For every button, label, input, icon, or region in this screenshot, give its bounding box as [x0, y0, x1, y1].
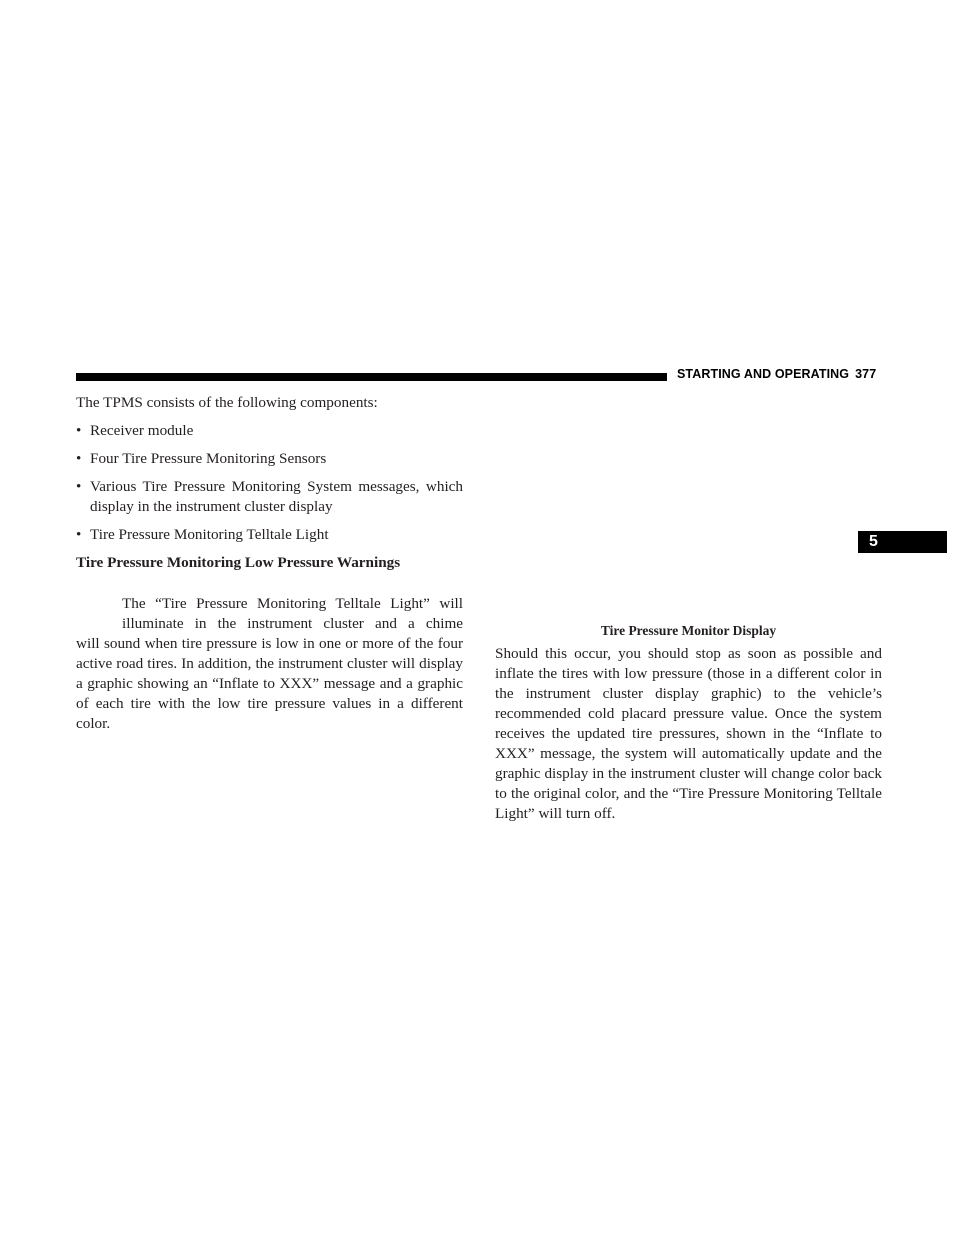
instruction-paragraph: Should this occur, you should stop as soon as possible and inflate the tires with low pressure (those in a different color in the instrument cluster display graphic) to the vehicle’s recommended cold placard pressure value. Once the system receives the updated tire pressures, shown in the “Inflate to XXX” message, the system will automatically update and the graphic display in the instrument cluster will change color back to the original color, and the “Tire Pressure Monitoring Telltale Light” will turn off. — [495, 645, 882, 822]
list-item-text: Four Tire Pressure Monitoring Sensors — [90, 450, 327, 467]
bullet-icon: • — [76, 478, 82, 495]
list-item — [76, 477, 463, 517]
intro-text: The TPMS consists of the following components: — [76, 394, 378, 411]
bullet-icon: • — [76, 422, 82, 439]
list-item-text: Tire Pressure Monitoring Telltale Light — [90, 526, 329, 543]
right-column — [495, 621, 882, 824]
left-column — [76, 393, 463, 734]
list-item — [76, 449, 463, 469]
bullet-icon: • — [76, 450, 82, 467]
page-number: 377 — [855, 367, 877, 381]
warning-line-2: illuminate in the instrument cluster and a chime — [122, 615, 463, 632]
list-item — [76, 421, 463, 441]
list-item-text: Receiver module — [90, 422, 194, 439]
list-item-text: Various Tire Pressure Monitoring System messages, which display in the instrument cluster display — [90, 478, 463, 515]
component-list — [76, 421, 463, 545]
warning-paragraph — [76, 594, 463, 734]
section-title: STARTING AND OPERATING — [677, 367, 850, 381]
warning-line-1: The “Tire Pressure Monitoring Telltale Light” will — [122, 595, 463, 612]
bullet-icon: • — [76, 526, 82, 543]
figure-caption: Tire Pressure Monitor Display — [600, 623, 777, 638]
running-header — [677, 367, 885, 381]
warning-text: will sound when tire pressure is low in one or more of the four active road tires. In addition, the instrument cluster will display a graphic showing an “Inflate to XXX” message and a graphic of each tire with the low tire pressure values in a different color. — [76, 635, 463, 732]
header-rule — [76, 373, 667, 381]
chapter-tab: 5 — [858, 531, 947, 553]
list-item — [76, 525, 463, 545]
section-heading: Tire Pressure Monitoring Low Pressure Warnings — [76, 554, 401, 571]
